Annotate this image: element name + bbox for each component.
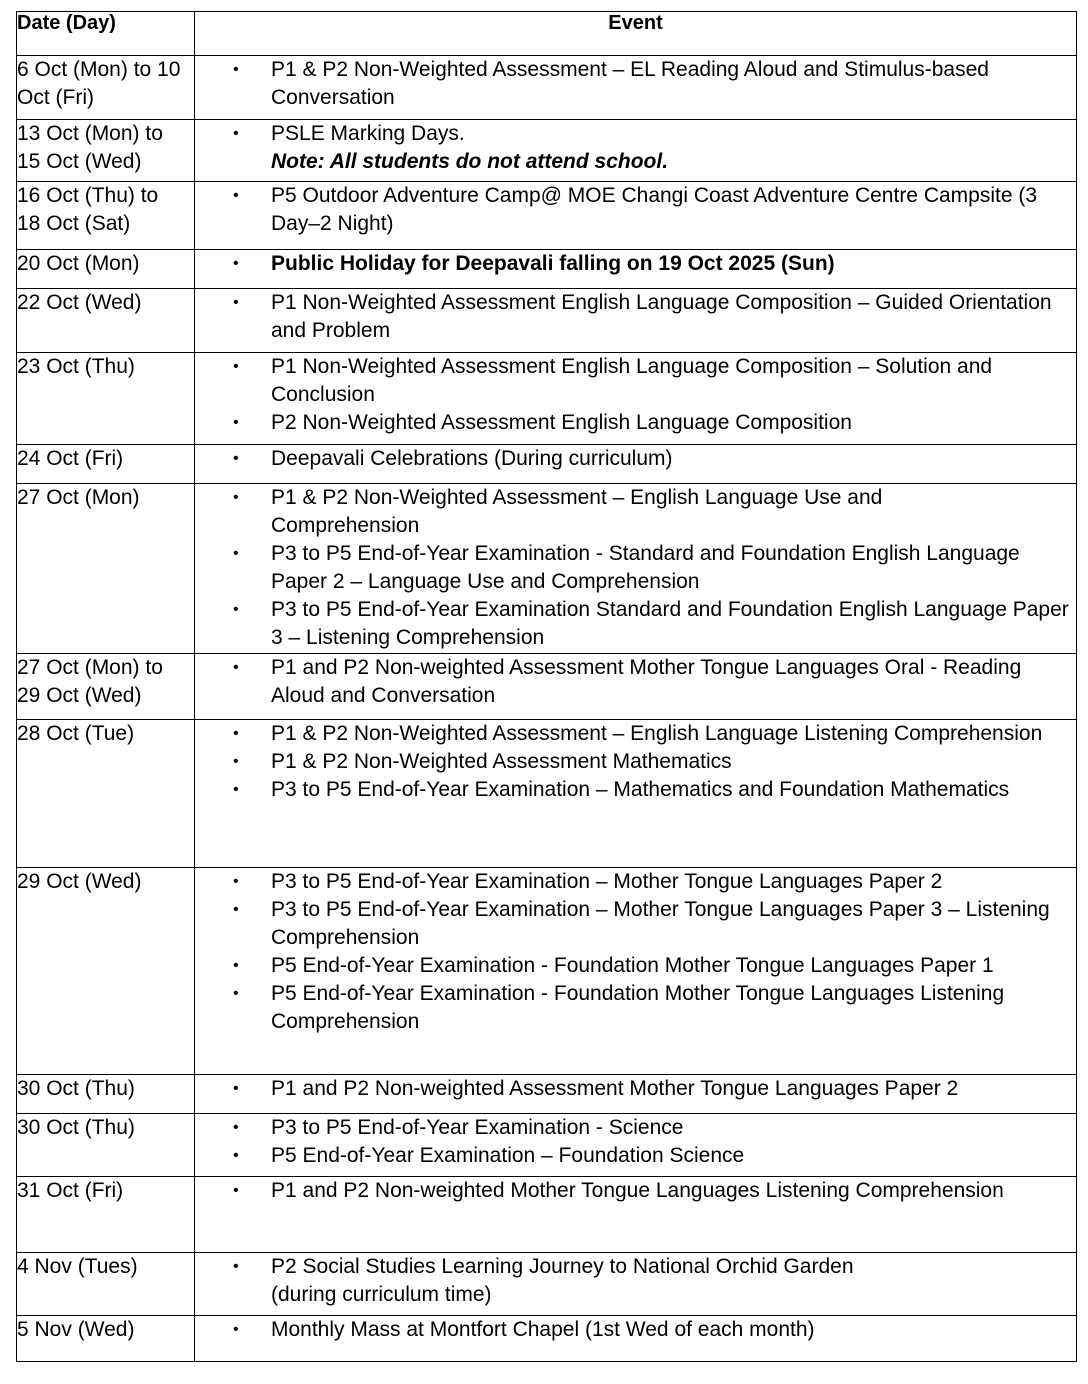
date-cell xyxy=(17,720,195,868)
event-text: P3 to P5 End-of-Year Examination – Mother Tongue Languages Paper 3 – Listening Comprehension xyxy=(271,898,1050,949)
event-item xyxy=(195,654,1076,710)
event-item xyxy=(195,1075,1076,1103)
bullet-icon: • xyxy=(233,957,239,974)
event-text: P1 Non-Weighted Assessment English Language Composition – Guided Orientation and Problem xyxy=(271,291,1052,342)
table-row xyxy=(17,250,1077,289)
table-row xyxy=(17,353,1077,445)
event-cell xyxy=(195,1075,1077,1114)
date-text: 31 Oct (Fri) xyxy=(17,1179,124,1202)
event-item xyxy=(195,596,1076,652)
table-row xyxy=(17,289,1077,353)
event-text: PSLE Marking Days. xyxy=(271,122,465,145)
header-row xyxy=(17,12,1077,56)
event-item xyxy=(195,250,1076,278)
bullet-icon: • xyxy=(233,187,239,204)
date-text: 30 Oct (Thu) xyxy=(17,1116,135,1139)
event-item xyxy=(195,540,1076,596)
event-text: P1 and P2 Non-weighted Assessment Mother Tongue Languages Oral - Reading Aloud and Conversation xyxy=(271,656,1022,707)
table-row xyxy=(17,1177,1077,1253)
date-cell xyxy=(17,182,195,250)
event-cell xyxy=(195,56,1077,120)
date-text: 16 Oct (Thu) to 18 Oct (Sat) xyxy=(17,184,159,235)
bullet-icon: • xyxy=(233,125,239,142)
date-cell xyxy=(17,289,195,353)
event-text: P3 to P5 End-of-Year Examination – Mathematics and Foundation Mathematics xyxy=(271,778,1010,801)
event-cell xyxy=(195,654,1077,720)
date-text: 23 Oct (Thu) xyxy=(17,355,135,378)
event-list xyxy=(195,1253,1076,1309)
event-text: P1 & P2 Non-Weighted Assessment – English Language Use and Comprehension xyxy=(271,486,883,537)
date-text: 5 Nov (Wed) xyxy=(17,1318,135,1341)
bullet-icon: • xyxy=(233,753,239,770)
event-item xyxy=(195,868,1076,896)
event-item xyxy=(195,182,1076,238)
table-row xyxy=(17,1114,1077,1177)
event-list xyxy=(195,654,1076,710)
date-text: 20 Oct (Mon) xyxy=(17,252,140,275)
bullet-icon: • xyxy=(233,659,239,676)
event-item xyxy=(195,1253,1076,1309)
date-text: 27 Oct (Mon) xyxy=(17,486,140,509)
table-row xyxy=(17,56,1077,120)
event-item xyxy=(195,1142,1076,1170)
date-cell xyxy=(17,56,195,120)
event-cell xyxy=(195,720,1077,868)
event-list xyxy=(195,1114,1076,1170)
bullet-icon: • xyxy=(233,873,239,890)
date-cell xyxy=(17,1316,195,1362)
event-cell xyxy=(195,1316,1077,1362)
bullet-icon: • xyxy=(233,61,239,78)
table-row xyxy=(17,868,1077,1075)
event-text: P3 to P5 End-of-Year Examination - Science xyxy=(271,1116,684,1139)
bullet-icon: • xyxy=(233,781,239,798)
bullet-icon: • xyxy=(233,1080,239,1097)
event-item xyxy=(195,720,1076,748)
event-item xyxy=(195,896,1076,952)
date-text: 29 Oct (Wed) xyxy=(17,870,142,893)
bullet-icon: • xyxy=(233,601,239,618)
date-cell xyxy=(17,1075,195,1114)
bullet-icon: • xyxy=(233,1182,239,1199)
bullet-icon: • xyxy=(233,358,239,375)
event-item xyxy=(195,56,1076,112)
date-cell xyxy=(17,250,195,289)
event-item xyxy=(195,120,1076,176)
event-text: P2 Social Studies Learning Journey to National Orchid Garden (during curriculum time) xyxy=(271,1255,854,1306)
event-text: Public Holiday for Deepavali falling on 19 Oct 2025 (Sun) xyxy=(271,252,835,275)
bullet-icon: • xyxy=(233,985,239,1002)
table-row xyxy=(17,445,1077,484)
table-row xyxy=(17,1075,1077,1114)
event-item xyxy=(195,1114,1076,1142)
event-cell xyxy=(195,182,1077,250)
event-item xyxy=(195,776,1076,804)
bullet-icon: • xyxy=(233,1258,239,1275)
event-list xyxy=(195,353,1076,437)
table-row xyxy=(17,182,1077,250)
event-cell xyxy=(195,1253,1077,1316)
event-list xyxy=(195,289,1076,345)
bullet-icon: • xyxy=(233,725,239,742)
event-note: Note: All students do not attend school. xyxy=(271,150,669,173)
event-list xyxy=(195,484,1076,652)
event-text: P3 to P5 End-of-Year Examination – Mother Tongue Languages Paper 2 xyxy=(271,870,943,893)
date-text: 6 Oct (Mon) to 10 Oct (Fri) xyxy=(17,58,181,109)
date-text: 4 Nov (Tues) xyxy=(17,1255,138,1278)
event-column-header: Event xyxy=(195,12,1077,56)
event-cell xyxy=(195,120,1077,182)
event-list xyxy=(195,1177,1076,1205)
event-cell xyxy=(195,1177,1077,1253)
event-list xyxy=(195,445,1076,473)
date-cell xyxy=(17,654,195,720)
bullet-icon: • xyxy=(233,1321,239,1338)
event-item xyxy=(195,1177,1076,1205)
bullet-icon: • xyxy=(233,414,239,431)
event-list xyxy=(195,1075,1076,1103)
event-text: Deepavali Celebrations (During curriculum) xyxy=(271,447,673,470)
event-text: P1 & P2 Non-Weighted Assessment – EL Reading Aloud and Stimulus-based Conversation xyxy=(271,58,989,109)
event-cell xyxy=(195,445,1077,484)
date-text: 27 Oct (Mon) to 29 Oct (Wed) xyxy=(17,656,163,707)
event-list xyxy=(195,182,1076,238)
bullet-icon: • xyxy=(233,255,239,272)
event-list xyxy=(195,1316,1076,1344)
bullet-icon: • xyxy=(233,489,239,506)
event-item xyxy=(195,445,1076,473)
event-item xyxy=(195,980,1076,1036)
date-cell xyxy=(17,120,195,182)
table-row xyxy=(17,1253,1077,1316)
date-cell xyxy=(17,445,195,484)
event-item xyxy=(195,484,1076,540)
event-item xyxy=(195,353,1076,409)
bullet-icon: • xyxy=(233,1147,239,1164)
event-text: P5 End-of-Year Examination - Foundation Mother Tongue Languages Listening Comprehension xyxy=(271,982,1005,1033)
table-row xyxy=(17,654,1077,720)
event-cell xyxy=(195,289,1077,353)
event-item xyxy=(195,952,1076,980)
date-cell xyxy=(17,1177,195,1253)
event-text: P1 & P2 Non-Weighted Assessment Mathematics xyxy=(271,750,732,773)
event-text: P3 to P5 End-of-Year Examination - Standard and Foundation English Language Paper 2 – Language Use and Comprehension xyxy=(271,542,1020,593)
event-text: P2 Non-Weighted Assessment English Language Composition xyxy=(271,411,852,434)
date-text: 24 Oct (Fri) xyxy=(17,447,124,470)
date-text: 22 Oct (Wed) xyxy=(17,291,142,314)
event-text: Monthly Mass at Montfort Chapel (1st Wed of each month) xyxy=(271,1318,815,1341)
bullet-icon: • xyxy=(233,450,239,467)
event-item xyxy=(195,289,1076,345)
date-cell xyxy=(17,868,195,1075)
event-item xyxy=(195,1316,1076,1344)
event-text: P5 End-of-Year Examination - Foundation Mother Tongue Languages Paper 1 xyxy=(271,954,994,977)
date-text: 13 Oct (Mon) to 15 Oct (Wed) xyxy=(17,122,163,173)
date-cell xyxy=(17,353,195,445)
event-list xyxy=(195,250,1076,278)
event-cell xyxy=(195,484,1077,654)
bullet-icon: • xyxy=(233,294,239,311)
bullet-icon: • xyxy=(233,545,239,562)
event-list xyxy=(195,56,1076,112)
date-cell xyxy=(17,1253,195,1316)
event-text: P1 & P2 Non-Weighted Assessment – English Language Listening Comprehension xyxy=(271,722,1043,745)
event-text: P5 Outdoor Adventure Camp@ MOE Changi Coast Adventure Centre Campsite (3 Day–2 Night) xyxy=(271,184,1038,235)
date-text: 28 Oct (Tue) xyxy=(17,722,135,745)
table-row xyxy=(17,720,1077,868)
event-cell xyxy=(195,868,1077,1075)
table-row xyxy=(17,120,1077,182)
event-item xyxy=(195,748,1076,776)
event-item xyxy=(195,409,1076,437)
event-list xyxy=(195,720,1076,804)
bullet-icon: • xyxy=(233,901,239,918)
event-text: P1 Non-Weighted Assessment English Language Composition – Solution and Conclusion xyxy=(271,355,993,406)
event-cell xyxy=(195,250,1077,289)
table-row xyxy=(17,484,1077,654)
date-text: 30 Oct (Thu) xyxy=(17,1077,135,1100)
event-text: P3 to P5 End-of-Year Examination Standard and Foundation English Language Paper 3 – Listening Comprehension xyxy=(271,598,1069,649)
date-column-header: Date (Day) xyxy=(17,12,195,56)
event-list xyxy=(195,868,1076,1036)
bullet-icon: • xyxy=(233,1119,239,1136)
event-cell xyxy=(195,1114,1077,1177)
event-text: P5 End-of-Year Examination – Foundation Science xyxy=(271,1144,745,1167)
table-row xyxy=(17,1316,1077,1362)
event-list xyxy=(195,120,1076,176)
event-text: P1 and P2 Non-weighted Assessment Mother Tongue Languages Paper 2 xyxy=(271,1077,959,1100)
event-text: P1 and P2 Non-weighted Mother Tongue Languages Listening Comprehension xyxy=(271,1179,1004,1202)
event-cell xyxy=(195,353,1077,445)
events-table xyxy=(16,11,1077,1362)
date-cell xyxy=(17,1114,195,1177)
date-cell xyxy=(17,484,195,654)
